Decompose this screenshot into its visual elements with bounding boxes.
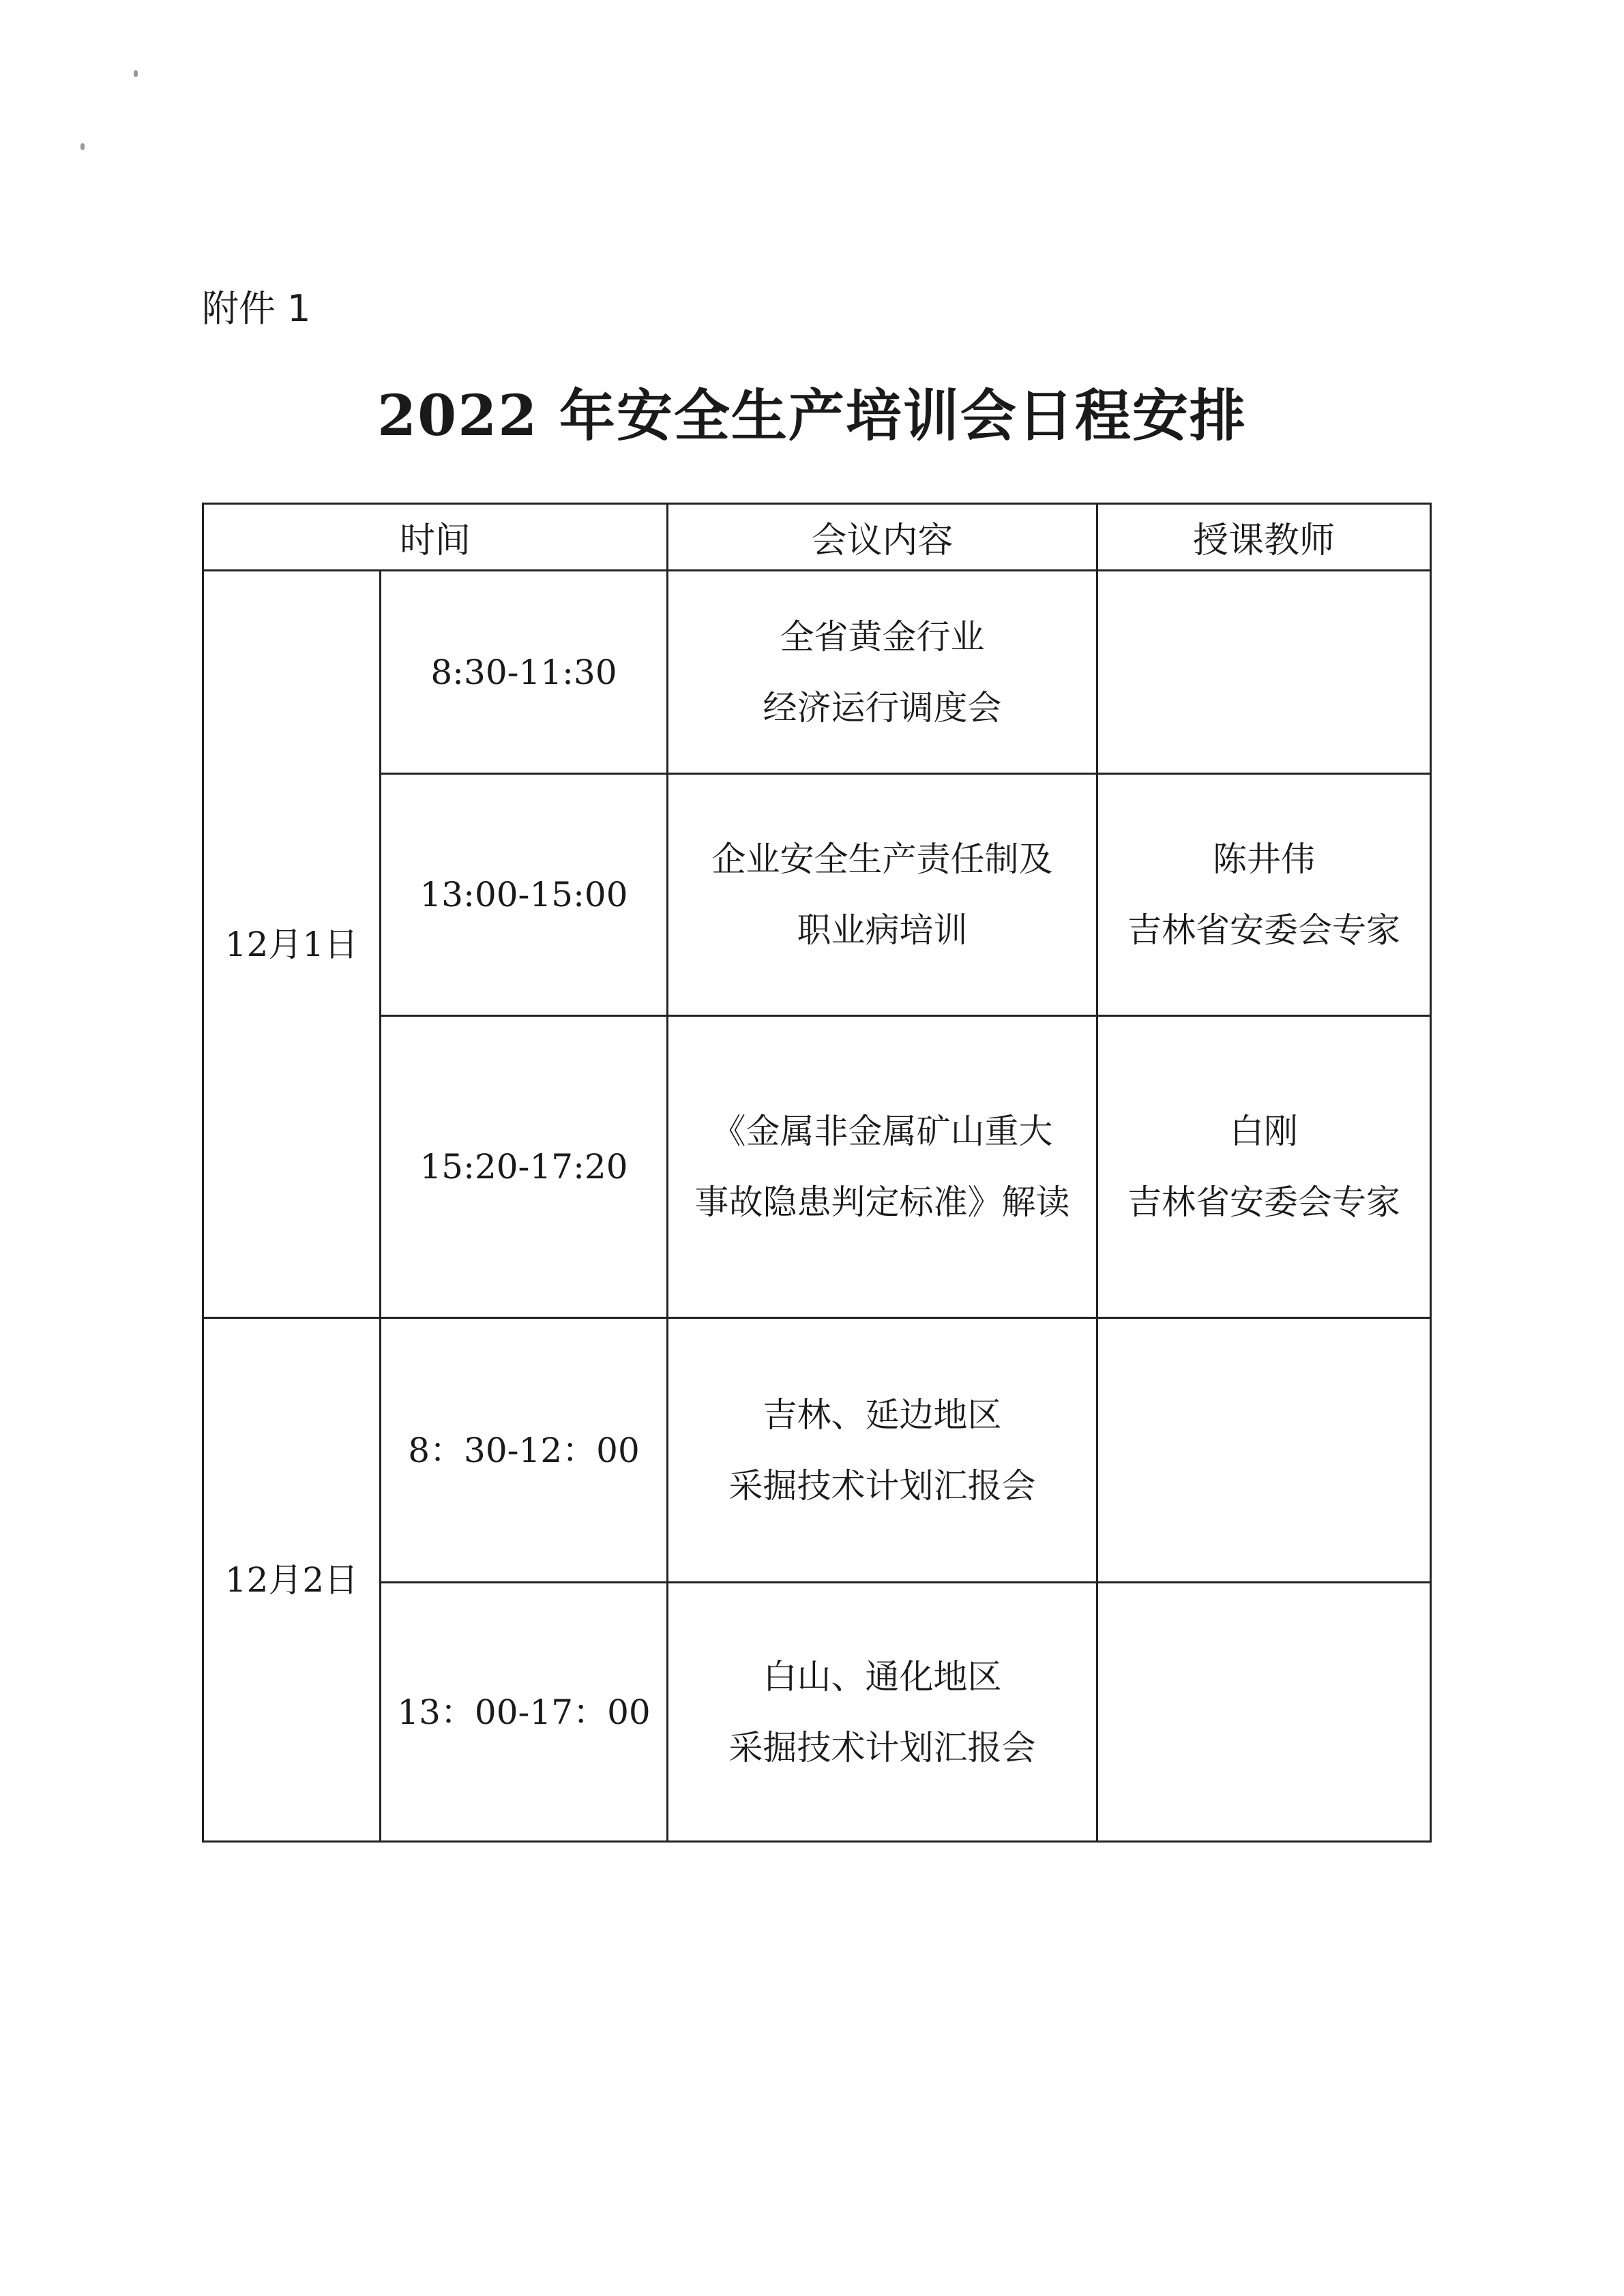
table-row	[203, 571, 1431, 774]
table-header-row	[203, 504, 1431, 571]
header-teacher: 授课教师	[1097, 504, 1431, 571]
teacher-title: 吉林省安委会专家	[1127, 1182, 1401, 1222]
content-line: 采掘技术计划汇报会	[728, 1465, 1036, 1506]
time-cell: 13：00-17：00	[381, 1583, 668, 1842]
content-line: 《金属非金属矿山重大	[711, 1112, 1053, 1151]
content-line: 白山、通化地区	[763, 1656, 1002, 1697]
teacher-cell	[1097, 571, 1431, 774]
content-cell	[668, 1583, 1097, 1842]
content-line: 吉林、延边地区	[763, 1395, 1002, 1435]
content-cell	[668, 1318, 1097, 1583]
date-cell: 12月1日	[203, 571, 381, 1318]
content-line: 经济运行调度会	[763, 687, 1002, 728]
time-cell: 8：30-12：00	[381, 1318, 668, 1583]
teacher-name: 陈井伟	[1213, 839, 1316, 879]
teacher-cell	[1097, 1016, 1431, 1318]
table-row	[203, 1318, 1431, 1583]
header-content: 会议内容	[668, 504, 1097, 571]
content-cell	[668, 1016, 1097, 1318]
time-cell: 13:00-15:00	[381, 774, 668, 1016]
table-row	[203, 1583, 1431, 1842]
content-line: 采掘技术计划汇报会	[728, 1727, 1036, 1768]
content-cell	[668, 774, 1097, 1016]
scan-speck	[80, 143, 85, 150]
teacher-cell	[1097, 1583, 1431, 1842]
page-title: 2022 年安全生产培训会日程安排	[377, 383, 1247, 449]
teacher-title: 吉林省安委会专家	[1127, 910, 1401, 950]
scan-speck	[134, 70, 138, 77]
content-cell	[668, 571, 1097, 774]
attachment-label: 附件 1	[202, 287, 311, 330]
date-cell: 12月2日	[203, 1318, 381, 1842]
content-line: 企业安全生产责任制及	[711, 839, 1053, 879]
schedule-table	[202, 503, 1432, 1843]
time-cell: 8:30-11:30	[381, 571, 668, 774]
table-row	[203, 1016, 1431, 1318]
table-row	[203, 774, 1431, 1016]
time-cell: 15:20-17:20	[381, 1016, 668, 1318]
teacher-name: 白刚	[1230, 1112, 1299, 1151]
content-line: 事故隐患判定标准》解读	[694, 1182, 1070, 1222]
content-line: 职业病培训	[797, 910, 968, 950]
content-line: 全省黄金行业	[780, 616, 985, 657]
header-time: 时间	[203, 504, 668, 571]
teacher-cell	[1097, 774, 1431, 1016]
teacher-cell	[1097, 1318, 1431, 1583]
